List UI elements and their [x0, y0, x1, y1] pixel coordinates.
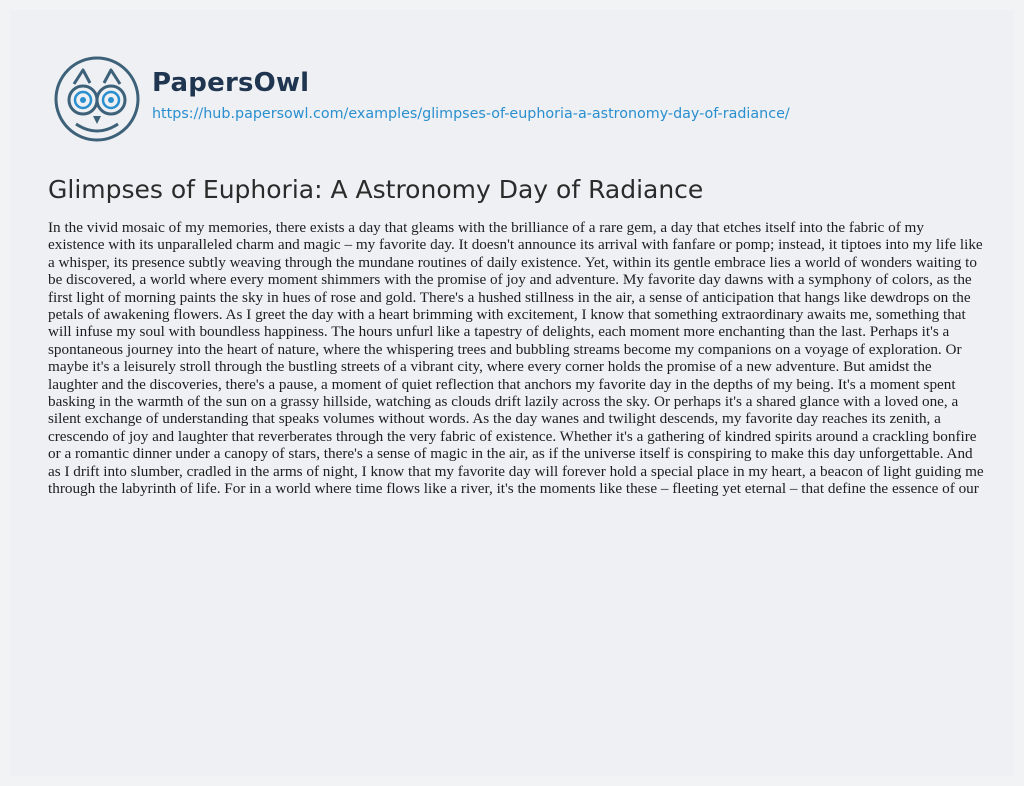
document-page	[10, 10, 1014, 776]
brand-name: PapersOwl	[152, 68, 310, 98]
article-body: In the vivid mosaic of my memories, there exists a day that gleams with the brilliance of a rare gem, a day that etches itself into the fabric of my existence with its unparalleled charm and magic – my favorite day. It doesn't announce its arrival with fanfare or pomp; instead, it tiptoes into my life like a whisper, its presence subtly weaving through the mundane routines of daily existence. Yet, within its gentle embrace lies a world of wonders waiting to be discovered, a world where every moment shimmers with the promise of joy and adventure. My favorite day dawns with a symphony of colors, as the first light of morning paints the sky in hues of rose and gold. There's a hushed stillness in the air, a sense of anticipation that hangs like dewdrops on the petals of awakening flowers. As I greet the day with a heart brimming with excitement, I know that something extraordinary awaits me, something that will infuse my soul with boundless happiness. The hours unfurl like a tapestry of delights, each moment more enchanting than the last. Perhaps it's a spontaneous journey into the heart of nature, where the whispering trees and bubbling streams become my companions on a voyage of exploration. Or maybe it's a leisurely stroll through the bustling streets of a vibrant city, where every corner holds the promise of a new adventure. But amidst the laughter and the discoveries, there's a pause, a moment of quiet reflection that anchors my favorite day in the depths of my being. It's a moment spent basking in the warmth of the sun on a grassy hillside, watching as clouds drift lazily across the sky. Or perhaps it's a shared glance with a loved one, a silent exchange of understanding that speaks volumes without words. As the day wanes and twilight descends, my favorite day reaches its zenith, a crescendo of joy and laughter that reverberates through the very fabric of existence. Whether it's a gathering of kindred spirits around a crackling bonfire or a romantic dinner under a canopy of stars, there's a sense of magic in the air, as if the universe itself is conspiring to make this day unforgettable. And as I drift into slumber, cradled in the arms of night, I know that my favorite day will forever hold a special place in my heart, a beacon of light guiding me through the labyrinth of life. For in a world where time flows like a river, it's the moments like these – fleeting yet eternal – that define the essence of our	[48, 219, 984, 498]
owl-icon	[52, 54, 142, 144]
brand-header	[10, 10, 1014, 160]
article-title: Glimpses of Euphoria: A Astronomy Day of Radiance	[48, 175, 704, 204]
source-url-link[interactable]: https://hub.papersowl.com/examples/glimpses-of-euphoria-a-astronomy-day-of-radiance/	[152, 106, 790, 122]
